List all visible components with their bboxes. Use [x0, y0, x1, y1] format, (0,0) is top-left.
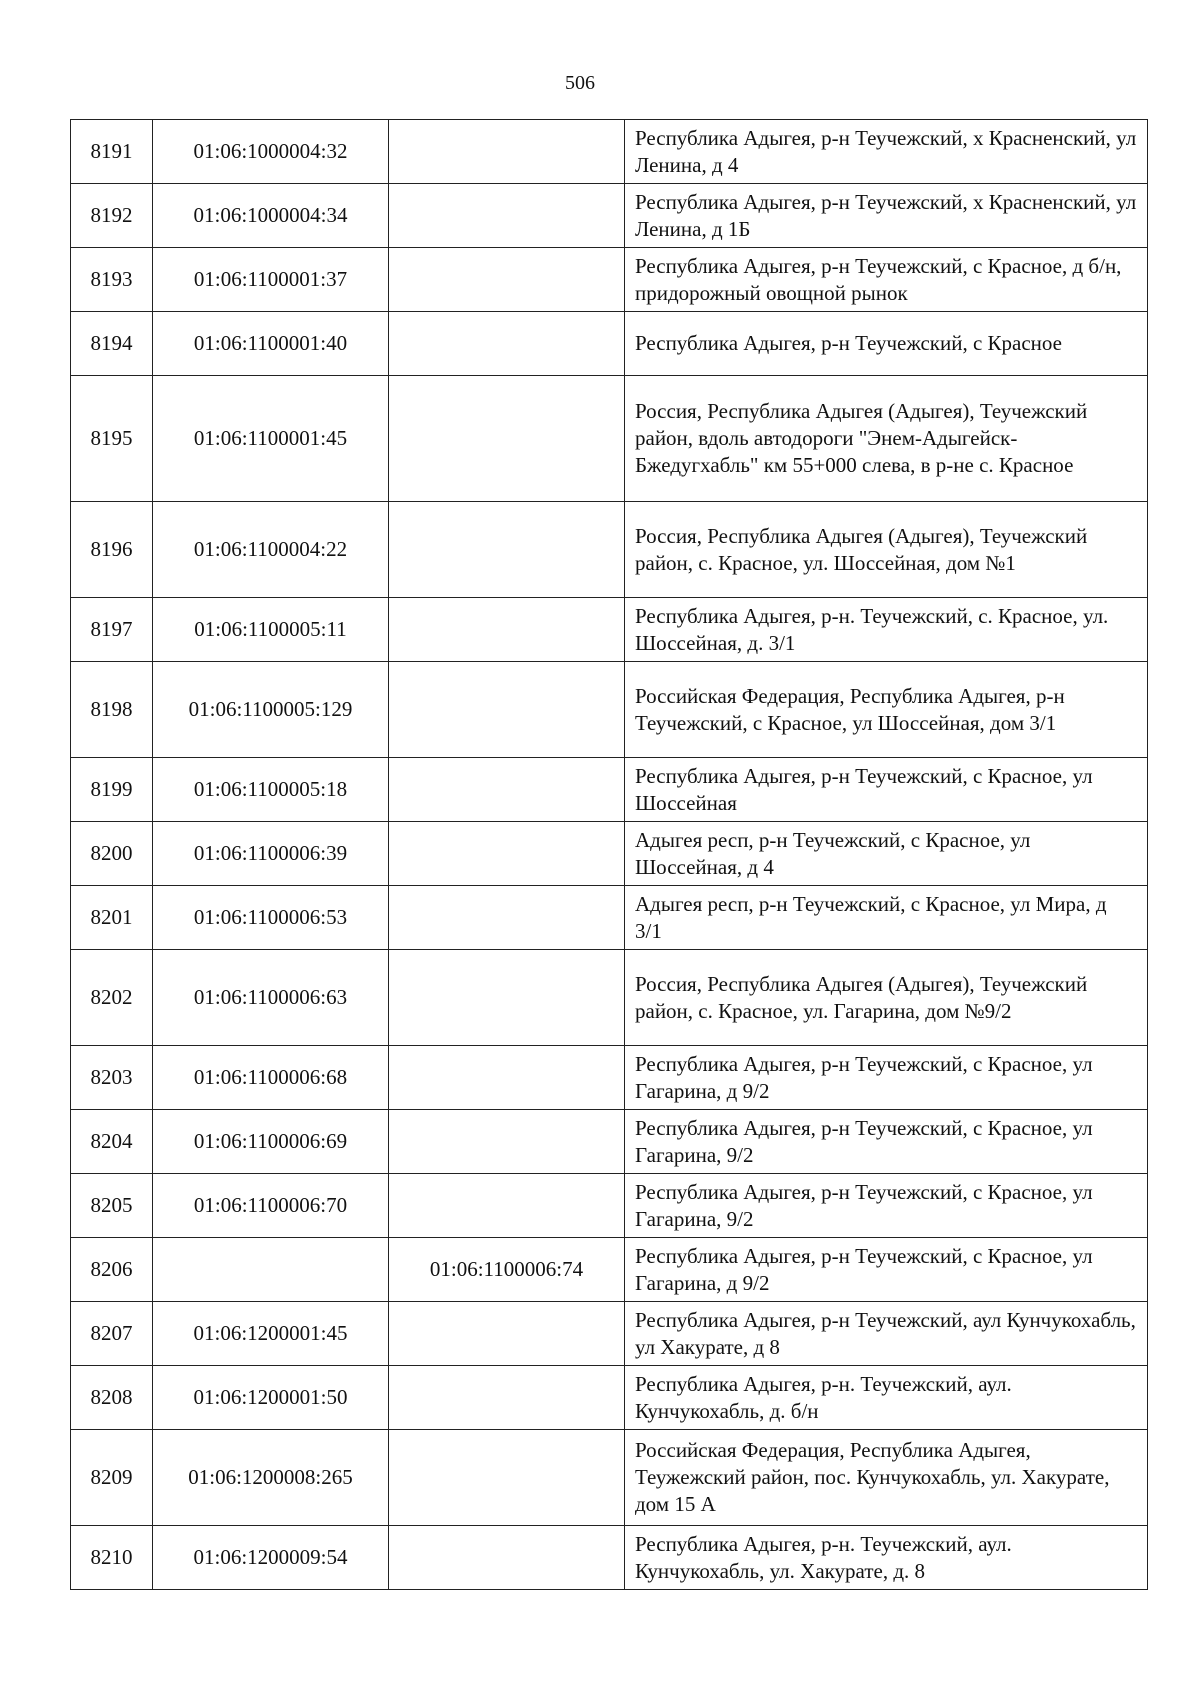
address: Россия, Республика Адыгея (Адыгея), Теучежский район, с. Красное, ул. Гагарина, дом №9/2: [625, 950, 1148, 1046]
table-row: [71, 1238, 1148, 1302]
table-row: [71, 598, 1148, 662]
address: Республика Адыгея, р-н Теучежский, х Красненский, ул Ленина, д 4: [625, 120, 1148, 184]
address: Республика Адыгея, р-н Теучежский, аул Кунчукохабль, ул Хакурате, д 8: [625, 1302, 1148, 1366]
cadastral-number-secondary: [389, 1046, 625, 1110]
table-row: [71, 376, 1148, 502]
row-number: 8198: [71, 662, 153, 758]
table-row: [71, 1366, 1148, 1430]
address: Республика Адыгея, р-н Теучежский, с Красное, ул Гагарина, д 9/2: [625, 1238, 1148, 1302]
address: Республика Адыгея, р-н. Теучежский, аул. Кунчукохабль, ул. Хакурате, д. 8: [625, 1526, 1148, 1590]
table-row: [71, 1174, 1148, 1238]
address: Россия, Республика Адыгея (Адыгея), Теучежский район, с. Красное, ул. Шоссейная, дом №1: [625, 502, 1148, 598]
address: Республика Адыгея, р-н. Теучежский, аул. Кунчукохабль, д. б/н: [625, 1366, 1148, 1430]
row-number: 8205: [71, 1174, 153, 1238]
table-row: [71, 312, 1148, 376]
cadastral-number-secondary: [389, 758, 625, 822]
row-number: 8210: [71, 1526, 153, 1590]
address: Российская Федерация, Республика Адыгея, р-н Теучежский, с Красное, ул Шоссейная, дом 3/1: [625, 662, 1148, 758]
cadastral-number: 01:06:1100001:45: [153, 376, 389, 502]
row-number: 8200: [71, 822, 153, 886]
cadastral-number-secondary: [389, 1174, 625, 1238]
cadastral-number: 01:06:1100001:37: [153, 248, 389, 312]
cadastral-number-secondary: [389, 1302, 625, 1366]
cadastral-number: 01:06:1100004:22: [153, 502, 389, 598]
address: Адыгея респ, р-н Теучежский, с Красное, ул Шоссейная, д 4: [625, 822, 1148, 886]
cadastral-number: 01:06:1200009:54: [153, 1526, 389, 1590]
row-number: 8196: [71, 502, 153, 598]
address: Адыгея респ, р-н Теучежский, с Красное, ул Мира, д 3/1: [625, 886, 1148, 950]
row-number: 8191: [71, 120, 153, 184]
cadastral-number: 01:06:1100001:40: [153, 312, 389, 376]
table-row: [71, 950, 1148, 1046]
cadastral-number-secondary: [389, 502, 625, 598]
address: Республика Адыгея, р-н Теучежский, с Красное, д б/н, придорожный овощной рынок: [625, 248, 1148, 312]
cadastral-number-secondary: [389, 662, 625, 758]
table-row: [71, 120, 1148, 184]
cadastral-number: [153, 1238, 389, 1302]
table-row: [71, 502, 1148, 598]
row-number: 8204: [71, 1110, 153, 1174]
cadastral-number-secondary: [389, 1430, 625, 1526]
cadastral-number: 01:06:1200008:265: [153, 1430, 389, 1526]
address: Российская Федерация, Республика Адыгея, Теужежский район, пос. Кунчукохабль, ул. Хакурате, дом 15 А: [625, 1430, 1148, 1526]
cadastral-number: 01:06:1100006:53: [153, 886, 389, 950]
cadastral-number-secondary: [389, 248, 625, 312]
row-number: 8207: [71, 1302, 153, 1366]
table-row: [71, 1526, 1148, 1590]
page-number: 506: [565, 72, 595, 94]
address: Республика Адыгея, р-н Теучежский, х Красненский, ул Ленина, д 1Б: [625, 184, 1148, 248]
cadastral-number-secondary: [389, 184, 625, 248]
cadastral-number-secondary: [389, 950, 625, 1046]
table-row: [71, 184, 1148, 248]
table-row: [71, 1110, 1148, 1174]
address: Республика Адыгея, р-н Теучежский, с Красное, ул Гагарина, 9/2: [625, 1174, 1148, 1238]
cadastral-number: 01:06:1100005:18: [153, 758, 389, 822]
table-row: [71, 822, 1148, 886]
row-number: 8201: [71, 886, 153, 950]
row-number: 8209: [71, 1430, 153, 1526]
row-number: 8203: [71, 1046, 153, 1110]
cadastral-number: 01:06:1100006:69: [153, 1110, 389, 1174]
cadastral-number: 01:06:1200001:50: [153, 1366, 389, 1430]
address: Республика Адыгея, р-н Теучежский, с Красное, ул Шоссейная: [625, 758, 1148, 822]
row-number: 8199: [71, 758, 153, 822]
row-number: 8197: [71, 598, 153, 662]
cadastral-number-secondary: [389, 312, 625, 376]
table-row: [71, 1302, 1148, 1366]
address: Россия, Республика Адыгея (Адыгея), Теучежский район, вдоль автодороги "Энем-Адыгейск-Бжедугхабль" км 55+000 слева, в р-не с. Красное: [625, 376, 1148, 502]
cadastral-number: 01:06:1100006:70: [153, 1174, 389, 1238]
cadastral-number-secondary: [389, 1366, 625, 1430]
row-number: 8195: [71, 376, 153, 502]
cadastral-number: 01:06:1100006:68: [153, 1046, 389, 1110]
address: Республика Адыгея, р-н Теучежский, с Красное: [625, 312, 1148, 376]
cadastral-number-secondary: [389, 822, 625, 886]
cadastral-number-secondary: [389, 1110, 625, 1174]
cadastral-number: 01:06:1000004:32: [153, 120, 389, 184]
table-row: [71, 758, 1148, 822]
table-row: [71, 662, 1148, 758]
row-number: 8193: [71, 248, 153, 312]
cadastral-number-secondary: [389, 120, 625, 184]
cadastral-number: 01:06:1100006:63: [153, 950, 389, 1046]
cadastral-number-secondary: [389, 886, 625, 950]
address: Республика Адыгея, р-н. Теучежский, с. Красное, ул. Шоссейная, д. 3/1: [625, 598, 1148, 662]
cadastral-number: 01:06:1000004:34: [153, 184, 389, 248]
address: Республика Адыгея, р-н Теучежский, с Красное, ул Гагарина, 9/2: [625, 1110, 1148, 1174]
registry-table: [70, 119, 1148, 1590]
registry-table-body: [71, 120, 1148, 1590]
address: Республика Адыгея, р-н Теучежский, с Красное, ул Гагарина, д 9/2: [625, 1046, 1148, 1110]
row-number: 8202: [71, 950, 153, 1046]
table-row: [71, 1046, 1148, 1110]
cadastral-number: 01:06:1100005:11: [153, 598, 389, 662]
cadastral-number-secondary: [389, 598, 625, 662]
row-number: 8206: [71, 1238, 153, 1302]
row-number: 8194: [71, 312, 153, 376]
cadastral-number-secondary: [389, 376, 625, 502]
table-row: [71, 886, 1148, 950]
table-row: [71, 248, 1148, 312]
cadastral-number-secondary: 01:06:1100006:74: [389, 1238, 625, 1302]
cadastral-number-secondary: [389, 1526, 625, 1590]
cadastral-number: 01:06:1200001:45: [153, 1302, 389, 1366]
cadastral-number: 01:06:1100005:129: [153, 662, 389, 758]
row-number: 8208: [71, 1366, 153, 1430]
row-number: 8192: [71, 184, 153, 248]
cadastral-number: 01:06:1100006:39: [153, 822, 389, 886]
table-row: [71, 1430, 1148, 1526]
